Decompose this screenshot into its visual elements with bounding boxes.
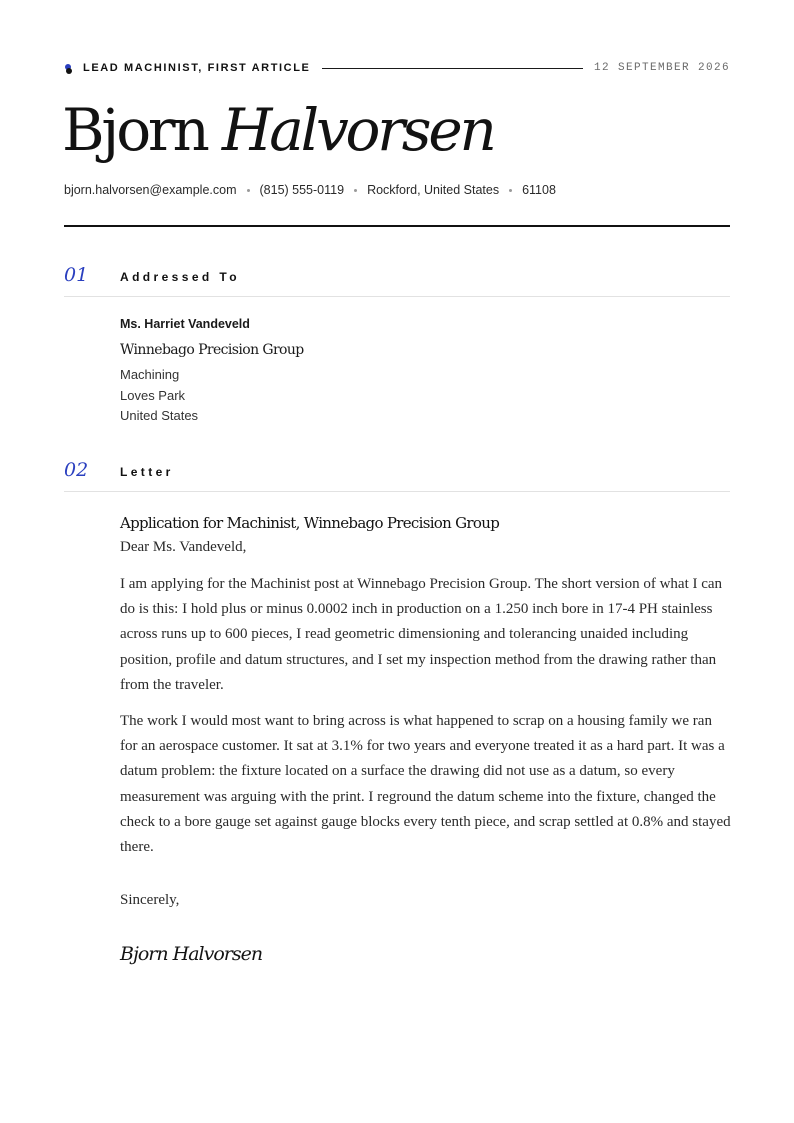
letter-paragraph: The work I would most want to bring across is what happened to scrap on a housing family we ran for an aerospace customer. It sat at 3.1% for two years and everyone treated it as a hard part. It was a datum problem: the fixture located on a surface the drawing did not use as a datum, so every measurement was arguing with the print. I reground the datum scheme into the fixture, changed the check to a bore gauge set against gauge blocks every tenth piece, and scrap settled at 0.8% and stayed there. — [120, 713, 731, 856]
contact-phone[interactable]: (815) 555-0119 — [259, 183, 345, 197]
role-title: LEAD MACHINIST, FIRST ARTICLE — [83, 62, 311, 74]
address-line-department: Machining — [120, 367, 180, 382]
first-name: Bjorn — [62, 96, 207, 164]
section-title-addressed-to: Addressed To — [120, 270, 240, 284]
applicant-name — [62, 92, 494, 168]
contact-location: Rockford, United States — [367, 183, 500, 197]
letter-body — [120, 512, 732, 967]
letter-subject: Application for Machinist, Winnebago Precision Group — [120, 514, 500, 532]
section-divider — [64, 491, 730, 492]
section-number-addressed-to: 01 — [64, 264, 89, 286]
address-line-country: United States — [120, 408, 199, 423]
section-number-letter: 02 — [64, 459, 89, 481]
cover-letter-page — [64, 0, 730, 1123]
separator-dot — [354, 189, 357, 192]
address-line-city: Loves Park — [120, 387, 186, 403]
section-divider — [64, 296, 730, 297]
letter-signature: Bjorn Halvorsen — [120, 943, 263, 966]
header-kicker — [64, 61, 730, 75]
contact-postal-code: 61108 — [522, 183, 556, 197]
contact-line — [64, 183, 556, 197]
section-title-letter: Letter — [120, 465, 174, 479]
recipient-address-block — [120, 316, 720, 427]
kicker-divider — [322, 68, 583, 69]
header-rule — [64, 225, 730, 227]
recipient-name: Ms. Harriet Vandeveld — [120, 317, 250, 331]
brand-dots-icon — [64, 61, 74, 75]
letter-closing: Sincerely, — [120, 892, 180, 909]
letter-salutation: Dear Ms. Vandeveld, — [120, 539, 247, 555]
separator-dot — [509, 189, 512, 192]
last-name: Halvorsen — [221, 96, 494, 164]
letter-paragraph: I am applying for the Machinist post at Winnebago Precision Group. The short version of what I can do is this: I hold plus or minus 0.0002 inch in production on a 1.250 inch bore in 17-4 PH stainless across runs up to 600 pieces, I read geometric dimensioning and tolerancing unaided including position, profile and datum structures, and I set my inspection method from the drawing rather than from the traveler. — [120, 576, 723, 693]
separator-dot — [247, 189, 250, 192]
letter-date: 12 SEPTEMBER 2026 — [593, 62, 730, 74]
recipient-company: Winnebago Precision Group — [120, 342, 304, 358]
contact-email[interactable]: bjorn.halvorsen@example.com — [64, 183, 237, 197]
